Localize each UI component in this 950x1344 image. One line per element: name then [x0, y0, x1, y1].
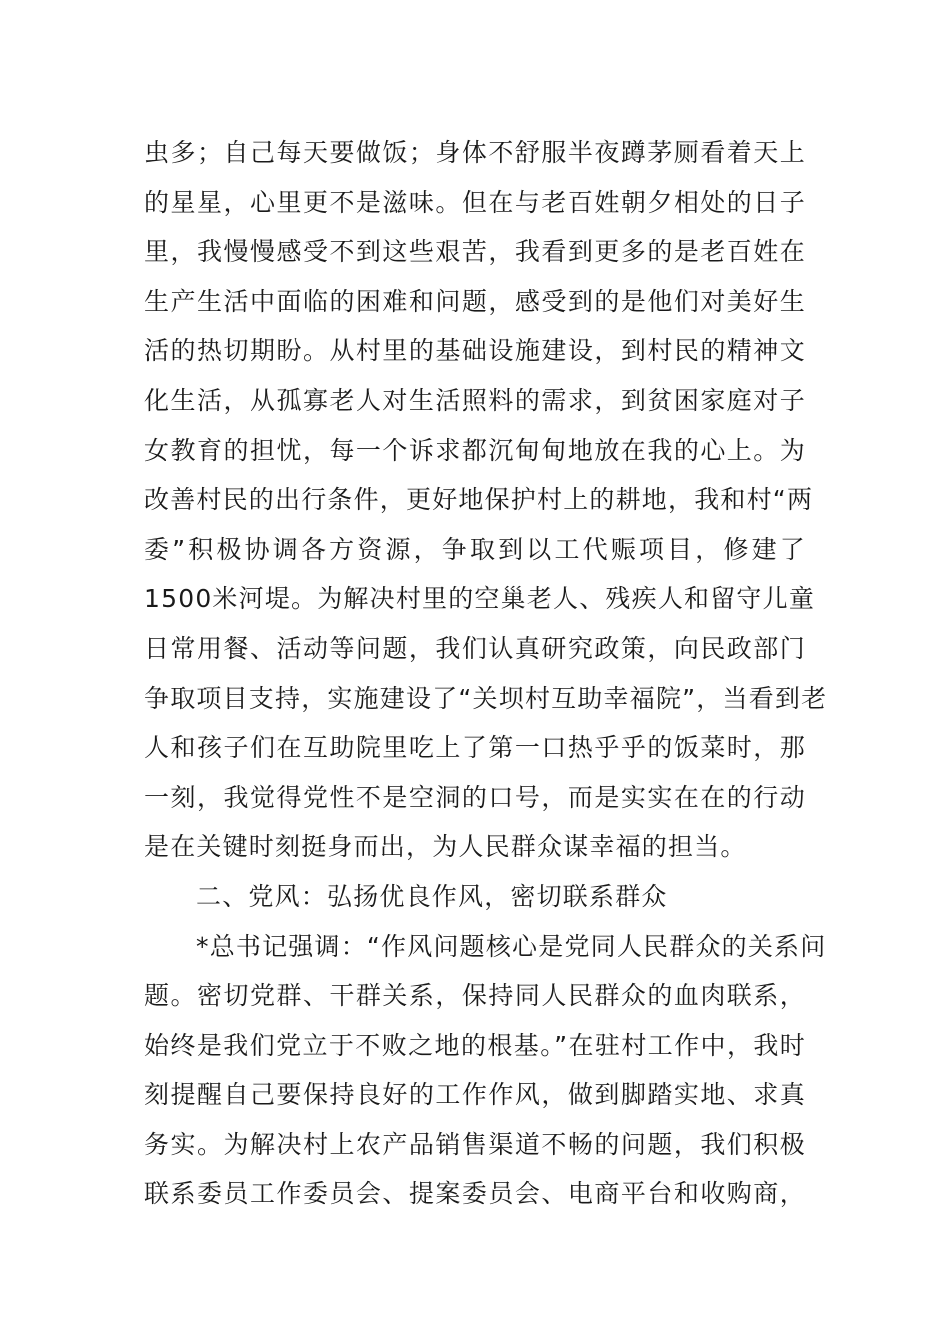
paragraph-quote: [144, 922, 827, 1220]
heading-text: 二、党风：弘扬优良作风，密切联系群众: [196, 881, 668, 911]
text-line: 虫多；自己每天要做饭；身体不舒服半夜蹲茅厕看着天上: [144, 138, 806, 167]
text-line: 日常用餐、活动等问题，我们认真研究政策，向民政部门: [144, 633, 806, 663]
text-line: 务实。为解决村上农产品销售渠道不畅的问题，我们积极: [144, 1129, 806, 1159]
text-line: 女教育的担忧，每一个诉求都沉甸甸地放在我的心上。为: [144, 435, 806, 465]
paragraph-continuation: [144, 128, 828, 872]
text-line: *总书记强调：“作风问题核心是党同人民群众的关系问: [196, 931, 827, 961]
text-line: 是在关键时刻挺身而出，为人民群众谋幸福的担当。: [144, 832, 747, 862]
text-line: 改善村民的出行条件，更好地保护村上的耕地，我和村“两: [144, 485, 814, 515]
text-line: 1500米河堤。为解决村里的空巢老人、残疾人和留守儿童: [144, 584, 816, 614]
text-line: 一刻，我觉得党性不是空洞的口号，而是实实在在的行动: [144, 782, 806, 812]
text-line: 题。密切党群、干群关系，保持同人民群众的血肉联系，: [144, 981, 806, 1011]
text-line: 里，我慢慢感受不到这些艰苦，我看到更多的是老百姓在: [144, 237, 806, 267]
text-line: 始终是我们党立于不败之地的根基。”在驻村工作中，我时: [144, 1030, 806, 1060]
text-line: 委”积极协调各方资源，争取到以工代赈项目，修建了: [144, 534, 806, 564]
text-line: 刻提醒自己要保持良好的工作作风，做到脚踏实地、求真: [144, 1080, 806, 1110]
text-line: 人和孩子们在互助院里吃上了第一口热乎乎的饭菜时，那: [144, 733, 806, 763]
text-line: 的星星，心里更不是滋味。但在与老百姓朝夕相处的日子: [144, 187, 806, 217]
text-line: 化生活，从孤寡老人对生活照料的需求，到贫困家庭对子: [144, 385, 806, 415]
text-line: 生产生活中面临的困难和问题，感受到的是他们对美好生: [144, 286, 806, 316]
section-heading: [144, 872, 806, 922]
text-line: 活的热切期盼。从村里的基础设施建设，到村民的精神文: [144, 336, 806, 366]
text-line: 争取项目支持，实施建设了“关坝村互助幸福院”，当看到老: [144, 683, 828, 713]
text-line: 联系委员工作委员会、提案委员会、电商平台和收购商，: [144, 1179, 806, 1209]
